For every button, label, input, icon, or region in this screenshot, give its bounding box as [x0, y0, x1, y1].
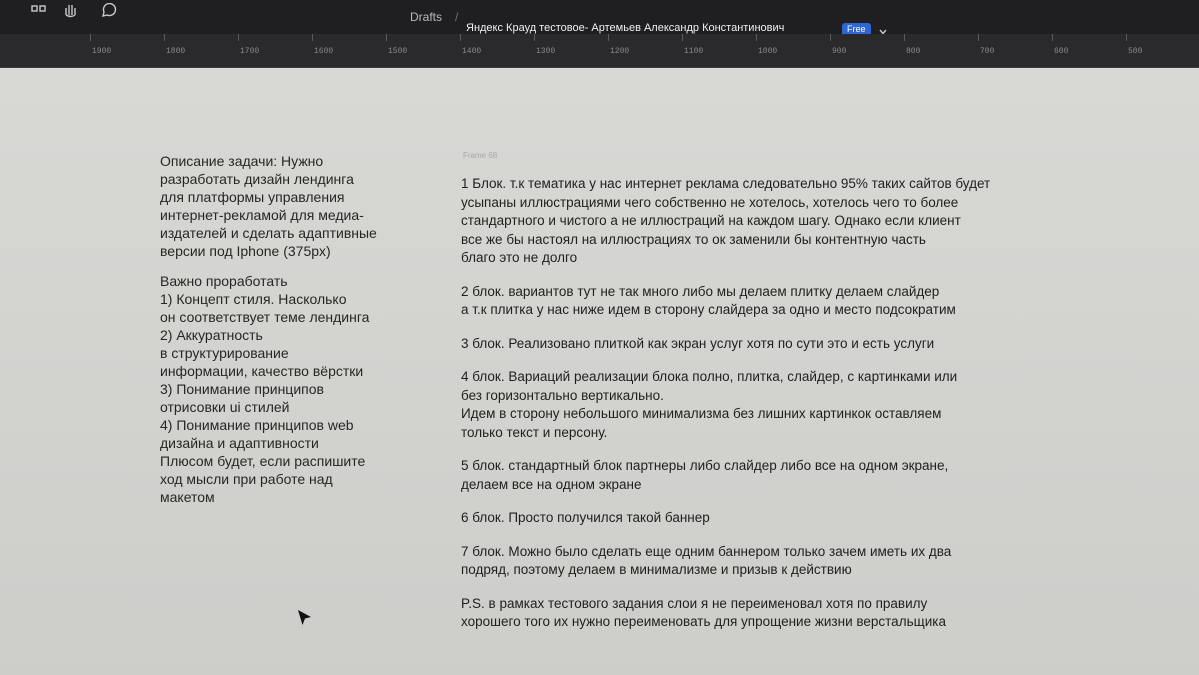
design-notes-text[interactable]: [461, 175, 1081, 647]
ruler-tick-mark: [1052, 34, 1053, 41]
frame-label[interactable]: Frame 68: [463, 151, 498, 160]
block-6-note: 6 блок. Просто получился такой баннер: [461, 510, 710, 525]
top-toolbar: [0, 0, 1199, 34]
task-description-text[interactable]: [160, 152, 440, 506]
block-7-note: 7 блок. Можно было сделать еще одним баннером только зачем иметь их два подряд, поэтому делаем в минимализме и призыв к действию: [461, 543, 952, 577]
block-5-note: 5 блок. стандартный блок партнеры либо слайдер либо все на одном экране, делаем все на одном экране: [461, 458, 949, 492]
file-name[interactable]: Яндекс Крауд тестовое- Артемьев Александр Константинович: [466, 22, 785, 34]
comment-icon[interactable]: [100, 3, 118, 19]
plan-badge: Free: [842, 23, 871, 36]
ruler-tick-label: 700: [980, 47, 995, 56]
ruler-tick-mark: [164, 34, 165, 41]
ruler-tick-label: 1900: [92, 47, 112, 56]
ruler-tick-mark: [312, 34, 313, 41]
ruler-tick-label: 1100: [684, 47, 704, 56]
chevron-down-icon[interactable]: [878, 24, 888, 34]
frame-grid-icon[interactable]: [30, 3, 48, 19]
ruler-tick-label: 1300: [536, 47, 556, 56]
ruler-tick-mark: [830, 34, 831, 41]
ruler-tick-label: 1600: [314, 47, 334, 56]
hand-icon[interactable]: [62, 3, 80, 19]
ruler-tick-label: 800: [906, 47, 921, 56]
block-3-note: 3 блок. Реализовано плиткой как экран услуг хотя по сути это и есть услуги: [461, 335, 935, 351]
ps-note: P.S. в рамках тестового задания слои я не переименовал хотя по правилу хорошего того их нужно переименовать для упрощение жизни верстальщика: [461, 595, 946, 629]
task-description-paragraph: Описание задачи: Нужно разработать дизайн лендинга для платформы управления интернет-рекламой для медиа- издателей и сделать адаптивные версии под Iphone (375px): [160, 153, 377, 259]
ruler-tick-mark: [682, 34, 683, 41]
ruler-tick-label: 1500: [388, 47, 408, 56]
block-4-note: 4 блок. Вариаций реализации блока полно, плитка, слайдер, с картинками или без горизонтально вертикально. Идем в сторону небольшого минимализма без лишних картинкок оставляем только текст и персону.: [461, 369, 958, 440]
breadcrumb-separator: /: [455, 10, 459, 24]
ruler-tick-mark: [756, 34, 757, 41]
ruler-tick-mark: [1126, 34, 1127, 41]
ruler-tick-mark: [904, 34, 905, 41]
ruler-tick-mark: [460, 34, 461, 41]
ruler-tick-mark: [386, 34, 387, 41]
ruler-tick-label: 900: [832, 47, 847, 56]
breadcrumb-drafts-link[interactable]: Drafts: [410, 10, 443, 24]
ruler-tick-mark: [238, 34, 239, 41]
ruler-tick-label: 1800: [166, 47, 186, 56]
block-2-note: 2 блок. вариантов тут не так много либо мы делаем плитку делаем слайдер а т.к плитка у нас ниже идем в сторону слайдера за одно и место подсократим: [461, 283, 956, 317]
ruler-tick-label: 1200: [610, 47, 630, 56]
ruler-tick-mark: [978, 34, 979, 41]
ruler-tick-label: 1400: [462, 47, 482, 56]
horizontal-ruler: [0, 34, 1199, 68]
ruler-tick-mark: [90, 34, 91, 41]
mouse-cursor-icon: [296, 608, 314, 628]
ruler-tick-label: 500: [1128, 47, 1143, 56]
important-points-paragraph: Важно проработать 1) Концепт стиля. Насколько он соответствует теме лендинга 2) Аккуратность в структурирование информации, качество вёрстки 3) Понимание принципов отрисовки ui стилей 4) Понимание принципов web дизайна и адаптивности Плюсом будет, если распишите ход мысли при работе над макетом: [160, 273, 370, 505]
ruler-tick-label: 600: [1054, 47, 1069, 56]
ruler-tick-mark: [534, 34, 535, 41]
ruler-tick-label: 1000: [758, 47, 778, 56]
block-1-note: 1 Блок. т.к тематика у нас интернет реклама следовательно 95% таких сайтов будет усыпаны иллюстрациями чего собственно не хотелось, хотелось чего то более стандартного и чистого а не иллюстраций на каждом шагу. Однако если клиент все же бы настоял на иллюстрациях то ок заменили бы контентную часть благо это не долго: [461, 176, 991, 265]
ruler-tick-mark: [608, 34, 609, 41]
ruler-tick-label: 1700: [240, 47, 260, 56]
